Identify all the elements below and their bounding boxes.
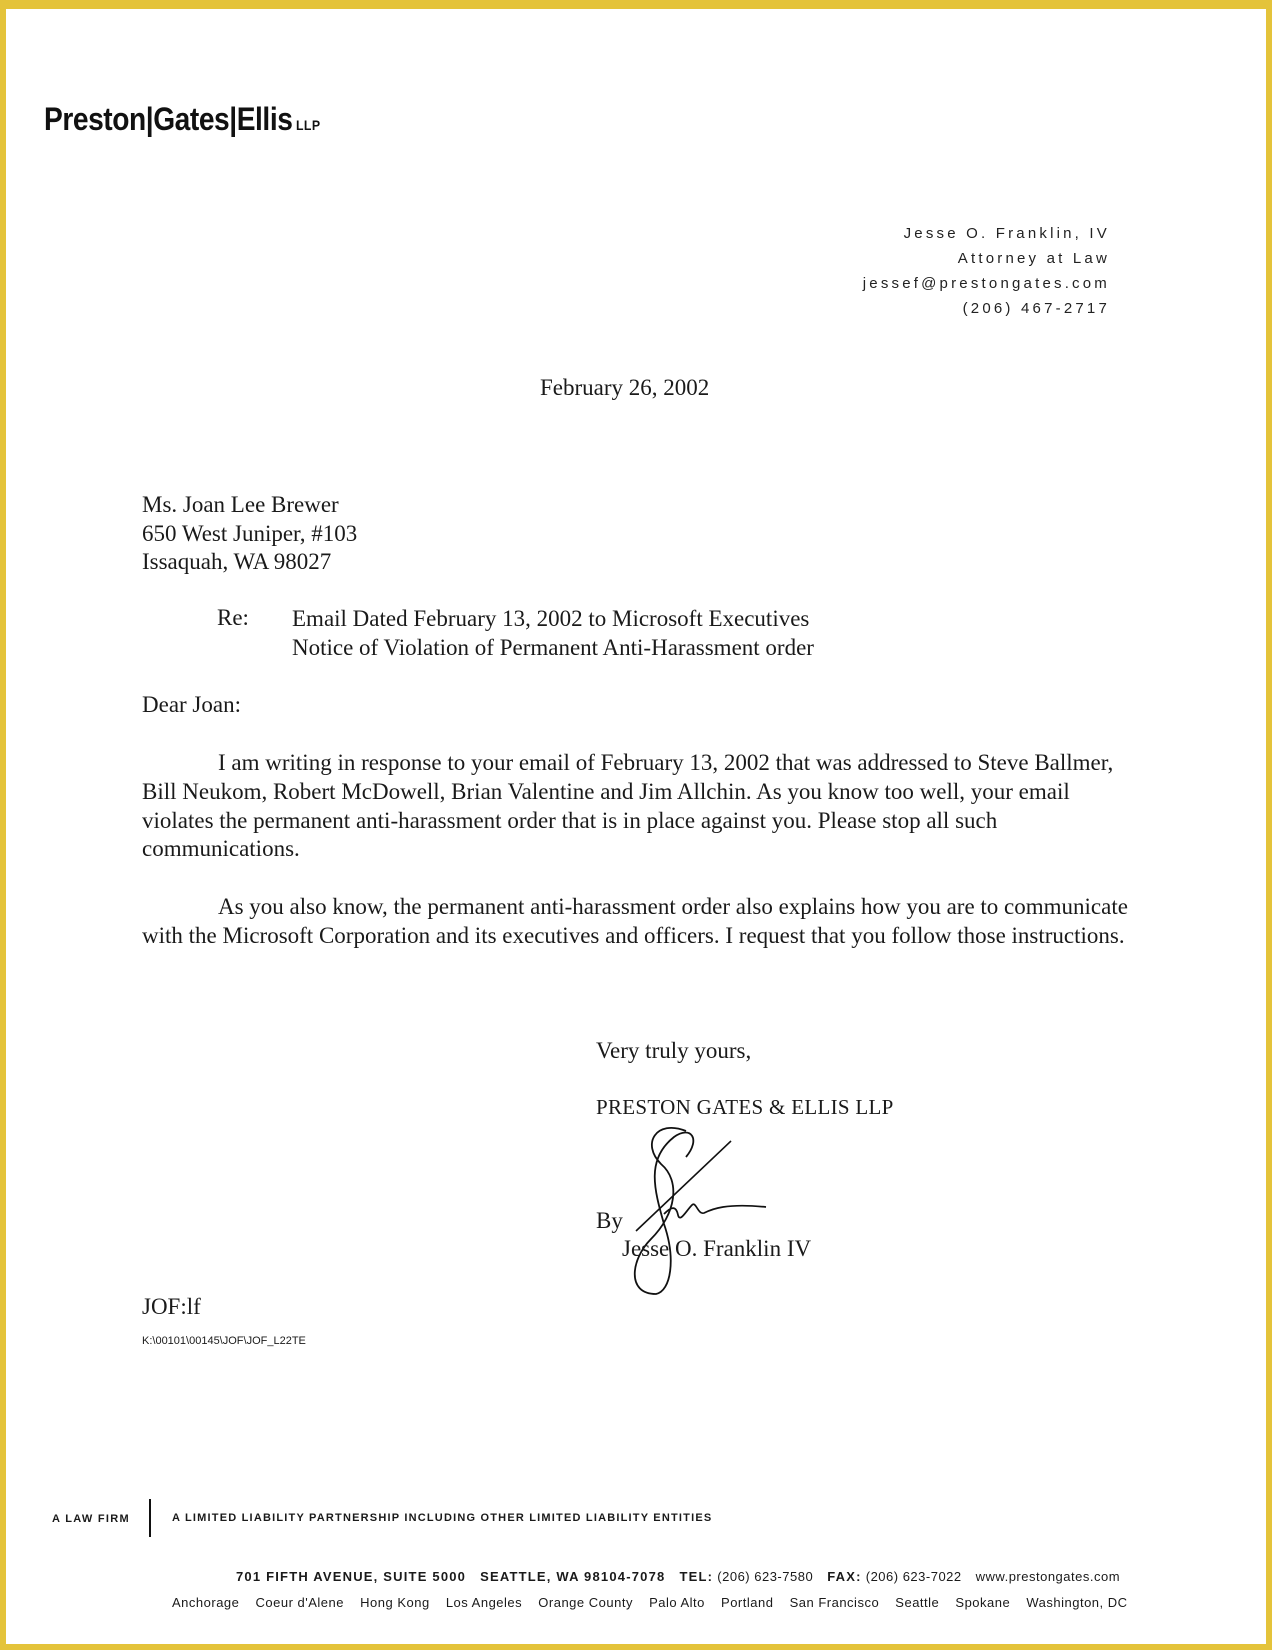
subject-line-1: Email Dated February 13, 2002 to Microsoft Executives	[292, 606, 810, 631]
footer-tel-label: TEL:	[679, 1569, 714, 1584]
firm-name: Preston|Gates|Ellis	[44, 101, 293, 137]
body-paragraph-2: As you also know, the permanent anti-harassment order also explains how you are to communicate with the Microsoft Corporation and its executives and officers. I request that you follow those instructions.	[142, 894, 1128, 948]
footer-law-firm-label: A LAW FIRM	[52, 1513, 130, 1525]
office-item: Palo Alto	[649, 1595, 705, 1610]
signature-firm: PRESTON GATES & ELLIS LLP	[596, 1095, 894, 1119]
file-path: K:\00101\00145\JOF\JOF_L22TE	[142, 1335, 306, 1347]
signer-name: Jesse O. Franklin IV	[622, 1236, 812, 1261]
office-item: Orange County	[538, 1595, 633, 1610]
footer-divider	[149, 1499, 151, 1537]
footer-city: SEATTLE, WA 98104-7078	[480, 1569, 666, 1584]
sender-email[interactable]: jessef@prestongates.com	[862, 275, 1110, 292]
letter-date: February 26, 2002	[540, 375, 710, 400]
footer-fax: (206) 623-7022	[865, 1569, 962, 1584]
office-item: Los Angeles	[445, 1595, 523, 1610]
recipient-street: 650 West Juniper, #103	[142, 520, 358, 546]
handwritten-signature	[616, 1119, 836, 1299]
office-item: Portland	[721, 1595, 774, 1610]
office-item: Anchorage	[172, 1595, 240, 1610]
footer-office-list	[172, 1595, 1140, 1610]
office-item: Spokane	[955, 1595, 1011, 1610]
office-item: Seattle	[895, 1595, 940, 1610]
reference-initials: JOF:lf	[142, 1294, 201, 1319]
sender-name: Jesse O. Franklin, IV	[903, 225, 1110, 242]
sender-block	[863, 221, 1110, 321]
office-item: Coeur d'Alene	[255, 1595, 344, 1610]
office-item: Hong Kong	[360, 1595, 430, 1610]
body-paragraph-1: I am writing in response to your email of February 13, 2002 that was addressed to Steve Ballmer, Bill Neukom, Robert McDowell, Brian Valentine and Jim Allchin. As you know too well, your email violates the permanent anti-harassment order that is in place against you. Please stop all such communications.	[142, 750, 1114, 862]
signature-stroke	[636, 1141, 731, 1231]
signature-stroke	[664, 1204, 766, 1217]
recipient-address	[142, 491, 357, 577]
footer-tel: (206) 623-7580	[717, 1569, 814, 1584]
firm-logo	[44, 101, 321, 138]
footer-address-line	[236, 1569, 1120, 1584]
footer-street: 701 FIFTH AVENUE, SUITE 5000	[236, 1569, 467, 1584]
salutation: Dear Joan:	[142, 692, 241, 717]
office-item: San Francisco	[789, 1595, 880, 1610]
subject-line-2: Notice of Violation of Permanent Anti-Harassment order	[292, 634, 814, 660]
subject-label: Re:	[217, 605, 249, 630]
footer-fax-label: FAX:	[827, 1569, 862, 1584]
sender-title: Attorney at Law	[957, 250, 1110, 267]
recipient-city: Issaquah, WA 98027	[142, 549, 332, 574]
signature-stroke	[635, 1128, 694, 1294]
closing: Very truly yours,	[596, 1038, 752, 1063]
footer-partnership-note: A LIMITED LIABILITY PARTNERSHIP INCLUDING OTHER LIMITED LIABILITY ENTITIES	[172, 1512, 713, 1524]
firm-suffix: LLP	[295, 117, 321, 133]
sender-phone: (206) 467-2717	[962, 300, 1110, 317]
by-label: By	[596, 1208, 623, 1233]
office-item: Washington, DC	[1026, 1595, 1128, 1610]
subject-lines	[292, 605, 814, 662]
footer-website[interactable]: www.prestongates.com	[975, 1569, 1121, 1584]
recipient-name: Ms. Joan Lee Brewer	[142, 492, 339, 517]
